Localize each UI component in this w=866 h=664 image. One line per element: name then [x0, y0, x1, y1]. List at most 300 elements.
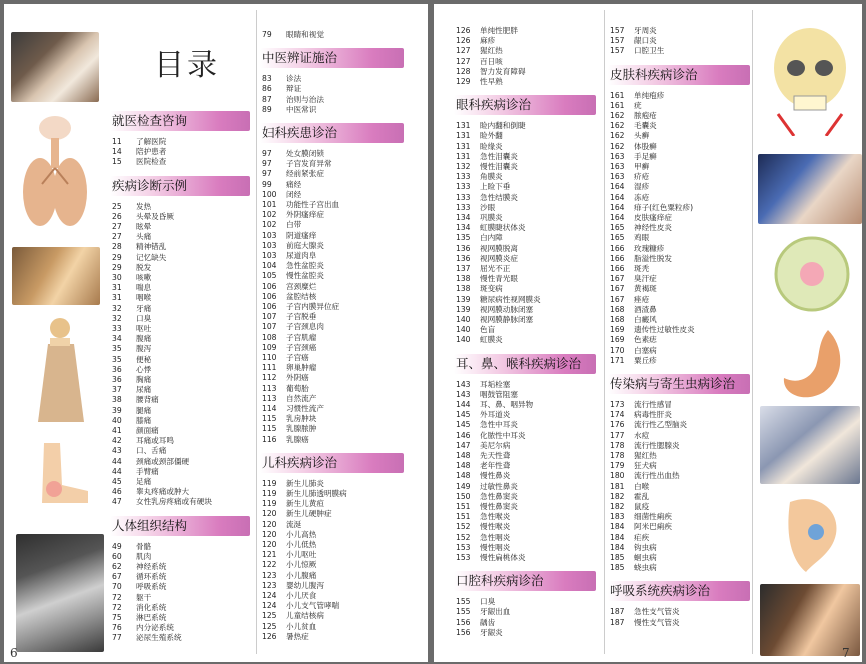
illustration-skull	[764, 24, 856, 136]
toc-page-number: 183	[610, 512, 625, 522]
toc-entry[interactable]	[610, 213, 672, 223]
toc-entry-title: 小儿腹痛	[286, 570, 317, 580]
toc-entry[interactable]	[610, 431, 649, 441]
toc-entry[interactable]	[456, 264, 510, 274]
toc-entry[interactable]	[610, 400, 672, 410]
toc-entry[interactable]	[610, 244, 664, 254]
toc-entry-title: 遗传性过敏性皮炎	[634, 325, 695, 335]
toc-entry[interactable]	[112, 324, 151, 334]
toc-entry[interactable]	[610, 121, 657, 131]
toc-entry[interactable]	[112, 137, 166, 147]
toc-entry-title: 子宫脱垂	[286, 312, 317, 322]
toc-entry[interactable]	[112, 212, 174, 222]
toc-entry[interactable]	[610, 305, 657, 315]
toc-entry[interactable]	[112, 467, 159, 477]
toc-entry[interactable]	[112, 232, 151, 242]
toc-entry[interactable]	[456, 390, 518, 400]
toc-page-number: 44	[112, 466, 122, 476]
toc-entry[interactable]	[262, 220, 301, 230]
toc-page-number: 77	[112, 633, 122, 643]
toc-entry-title: 骨骼	[136, 541, 152, 551]
toc-entry[interactable]	[262, 241, 324, 251]
toc-entry[interactable]	[262, 404, 324, 414]
toc-page-number: 134	[456, 223, 471, 233]
toc-entry[interactable]	[610, 461, 657, 471]
toc-entry[interactable]	[262, 550, 316, 560]
toc-entry[interactable]	[262, 312, 316, 322]
toc-entry[interactable]	[456, 46, 503, 56]
toc-entry-title: 功能性子宫出血	[286, 200, 340, 209]
toc-page-number: 151	[456, 502, 471, 511]
toc-page-number: 180	[610, 471, 625, 481]
toc-page-number: 173	[610, 400, 625, 409]
toc-entry[interactable]	[262, 384, 309, 394]
toc-entry-title: 脓疱疮	[634, 111, 657, 120]
toc-entry-title: 白带	[286, 220, 302, 230]
toc-entry[interactable]	[456, 131, 503, 141]
toc-entry-title: 病毒性肝炎	[634, 410, 672, 420]
toc-entry-title: 猩红热	[634, 451, 657, 460]
toc-entry[interactable]	[456, 142, 503, 152]
toc-entry-title: 白喉	[634, 481, 650, 491]
toc-entry[interactable]	[456, 26, 518, 36]
toc-entry[interactable]	[456, 325, 495, 335]
toc-entry[interactable]	[610, 142, 657, 152]
toc-entry[interactable]	[262, 353, 309, 363]
toc-entry[interactable]	[112, 222, 151, 232]
toc-entry[interactable]	[610, 152, 657, 162]
toc-page-number: 166	[610, 264, 625, 273]
toc-entry[interactable]	[610, 162, 649, 172]
toc-entry[interactable]	[456, 597, 495, 607]
toc-entry[interactable]	[456, 492, 518, 502]
toc-entry[interactable]	[610, 502, 649, 512]
toc-entry[interactable]	[456, 203, 495, 213]
toc-entry[interactable]	[610, 512, 672, 522]
toc-page-number: 134	[456, 213, 471, 222]
toc-entry[interactable]	[610, 441, 680, 451]
section-heading: 就医检查咨询	[110, 111, 250, 131]
toc-entry[interactable]	[456, 67, 526, 77]
toc-entry[interactable]	[610, 618, 680, 628]
toc-page-number: 126	[456, 36, 471, 46]
toc-entry[interactable]	[456, 223, 526, 233]
toc-entry-title: 足痛	[136, 477, 152, 486]
toc-entry[interactable]	[610, 482, 649, 492]
toc-entry[interactable]	[262, 560, 316, 570]
toc-entry[interactable]	[112, 406, 151, 416]
toc-entry[interactable]	[112, 603, 166, 613]
toc-entry[interactable]	[456, 57, 503, 67]
toc-entry[interactable]	[610, 563, 657, 573]
toc-entry[interactable]	[262, 30, 324, 40]
toc-entry[interactable]	[456, 461, 510, 471]
toc-entry[interactable]	[456, 305, 533, 315]
toc-entry[interactable]	[456, 451, 510, 461]
toc-entry[interactable]	[456, 441, 510, 451]
toc-entry[interactable]	[610, 295, 649, 305]
toc-entry[interactable]	[262, 190, 301, 200]
toc-entry[interactable]	[610, 543, 657, 553]
illustration-ear	[770, 492, 854, 578]
toc-entry[interactable]	[112, 542, 151, 552]
toc-entry[interactable]	[456, 284, 503, 294]
toc-page-number: 112	[262, 373, 277, 383]
toc-entry[interactable]	[262, 394, 316, 404]
toc-entry[interactable]	[262, 611, 324, 621]
toc-entry[interactable]	[262, 282, 316, 292]
toc-entry[interactable]	[112, 582, 166, 592]
toc-page-number: 72	[112, 602, 122, 612]
toc-entry[interactable]	[262, 231, 316, 241]
toc-entry[interactable]	[610, 101, 642, 111]
toc-entry[interactable]	[112, 314, 151, 324]
toc-entry[interactable]	[112, 552, 151, 562]
toc-entry[interactable]	[262, 333, 316, 343]
toc-page-number: 152	[456, 522, 471, 532]
toc-entry[interactable]	[112, 395, 159, 405]
toc-entry[interactable]	[456, 618, 495, 628]
toc-entry[interactable]	[610, 172, 649, 182]
toc-entry-title: 眼睛和视觉	[286, 30, 324, 39]
toc-entry-title: 子宫肌瘤	[286, 332, 317, 342]
toc-entry[interactable]	[456, 482, 518, 492]
toc-entry[interactable]	[262, 414, 316, 424]
toc-entry[interactable]	[610, 356, 657, 366]
toc-entry[interactable]	[262, 261, 324, 271]
toc-entry[interactable]	[456, 193, 518, 203]
toc-entry-title: 急性结膜炎	[480, 192, 518, 202]
illustration-respiratory-system	[18, 114, 92, 234]
toc-entry[interactable]	[262, 105, 316, 115]
toc-entry[interactable]	[456, 512, 510, 522]
toc-entry[interactable]	[610, 471, 680, 481]
toc-page-number: 168	[610, 304, 625, 314]
toc-entry-title: 淋巴系统	[136, 613, 167, 622]
toc-page-number: 132	[456, 162, 471, 171]
toc-entry-title: 发热	[136, 201, 152, 211]
toc-entry[interactable]	[610, 553, 657, 563]
toc-page-number: 148	[456, 461, 471, 471]
page-number: 6	[10, 646, 18, 660]
toc-entry[interactable]	[112, 416, 151, 426]
toc-entry[interactable]	[262, 159, 332, 169]
toc-entry[interactable]	[456, 315, 533, 325]
toc-entry[interactable]	[262, 95, 324, 105]
toc-entry-title: 治则与治法	[286, 94, 324, 104]
toc-entry[interactable]	[262, 581, 324, 591]
toc-entry[interactable]	[610, 346, 657, 356]
toc-page-number: 101	[262, 200, 277, 209]
toc-entry[interactable]	[262, 479, 324, 489]
toc-page-number: 106	[262, 302, 277, 311]
toc-entry[interactable]	[262, 571, 316, 581]
toc-entry[interactable]	[112, 446, 166, 456]
toc-entry-title: 经前紧张症	[286, 169, 324, 179]
toc-entry-title: 糖尿病性视网膜炎	[480, 294, 541, 304]
toc-page-number: 67	[112, 572, 122, 582]
toc-page-number: 110	[262, 353, 277, 362]
toc-page-number: 133	[456, 192, 471, 202]
toc-entry[interactable]	[262, 271, 324, 281]
toc-entry[interactable]	[610, 264, 649, 274]
toc-entry[interactable]	[610, 451, 657, 461]
toc-entry-title: 咽鼓管阻塞	[480, 389, 518, 399]
toc-entry[interactable]	[456, 420, 518, 430]
toc-entry[interactable]	[262, 489, 347, 499]
toc-entry[interactable]	[112, 344, 151, 354]
toc-entry[interactable]	[456, 182, 510, 192]
toc-page-number: 106	[262, 291, 277, 301]
toc-entry[interactable]	[456, 502, 518, 512]
toc-page-number: 157	[610, 46, 625, 56]
toc-entry-title: 先天性聋	[480, 451, 511, 460]
toc-page-number: 116	[262, 434, 277, 444]
toc-entry[interactable]	[262, 520, 301, 530]
toc-entry[interactable]	[112, 304, 151, 314]
toc-entry-title: 过敏性鼻炎	[480, 481, 518, 491]
toc-entry[interactable]	[610, 233, 649, 243]
toc-entry[interactable]	[456, 400, 533, 410]
toc-entry[interactable]	[610, 522, 672, 532]
toc-entry[interactable]	[112, 253, 166, 263]
toc-entry-title: 急性支气管炎	[634, 607, 680, 617]
toc-entry[interactable]	[456, 533, 510, 543]
toc-entry[interactable]	[262, 363, 316, 373]
toc-entry[interactable]	[456, 254, 518, 264]
toc-entry[interactable]	[610, 193, 649, 203]
toc-entry[interactable]	[112, 147, 166, 157]
toc-entry-title: 外阴癌	[286, 373, 309, 383]
toc-entry[interactable]	[610, 131, 649, 141]
toc-page-number: 29	[112, 262, 122, 272]
toc-page-number: 171	[610, 355, 625, 365]
toc-entry[interactable]	[112, 477, 151, 487]
toc-entry[interactable]	[262, 373, 309, 383]
toc-entry[interactable]	[456, 162, 518, 172]
toc-entry[interactable]	[262, 632, 309, 642]
toc-entry[interactable]	[112, 426, 159, 436]
toc-entry[interactable]	[456, 410, 510, 420]
toc-entry[interactable]	[262, 200, 339, 210]
toc-entry[interactable]	[610, 325, 695, 335]
toc-page-number: 164	[610, 192, 625, 202]
toc-entry[interactable]	[262, 210, 324, 220]
toc-entry[interactable]	[610, 492, 649, 502]
toc-page-number: 26	[112, 211, 122, 221]
toc-entry-title: 脱发	[136, 262, 152, 272]
toc-entry[interactable]	[112, 436, 174, 446]
toc-entry-title: 呼吸系统	[136, 582, 167, 592]
toc-entry[interactable]	[610, 335, 657, 345]
toc-entry[interactable]	[262, 84, 301, 94]
toc-entry[interactable]	[262, 540, 316, 550]
toc-entry[interactable]	[456, 628, 503, 638]
toc-entry[interactable]	[610, 420, 687, 430]
toc-page-number: 29	[112, 252, 122, 262]
toc-entry[interactable]	[112, 355, 151, 365]
toc-entry-title: 闭经	[286, 189, 302, 199]
toc-entry[interactable]	[610, 284, 657, 294]
toc-entry[interactable]	[262, 435, 309, 445]
toc-entry[interactable]	[456, 543, 510, 553]
right-page	[434, 4, 862, 662]
toc-entry[interactable]	[112, 334, 151, 344]
toc-entry[interactable]	[610, 410, 672, 420]
toc-entry-title: 斑秃	[634, 264, 650, 273]
toc-entry[interactable]	[262, 302, 339, 312]
toc-entry[interactable]	[112, 283, 151, 293]
toc-entry[interactable]	[456, 152, 518, 162]
toc-entry[interactable]	[610, 26, 657, 36]
toc-entry[interactable]	[262, 622, 316, 632]
toc-page-number: 42	[112, 436, 122, 446]
toc-entry-title: 耳、鼻、咽异物	[480, 400, 534, 409]
toc-entry-title: 咳嗽	[136, 273, 152, 282]
toc-entry[interactable]	[456, 335, 503, 345]
toc-page-number: 124	[262, 601, 277, 611]
toc-entry[interactable]	[112, 365, 151, 375]
toc-entry-title: 头痛	[136, 232, 152, 242]
toc-entry[interactable]	[610, 533, 649, 543]
toc-entry[interactable]	[112, 562, 166, 572]
toc-entry[interactable]	[262, 343, 316, 353]
toc-page-number: 105	[262, 271, 277, 281]
toc-entry-title: 新生儿黄疸	[286, 499, 324, 509]
toc-entry[interactable]	[112, 487, 189, 497]
toc-entry[interactable]	[112, 497, 212, 507]
toc-entry[interactable]	[262, 169, 324, 179]
toc-entry-title: 毛囊炎	[634, 121, 657, 131]
toc-entry-title: 色素痣	[634, 335, 657, 345]
photo-patient-exam	[12, 247, 100, 305]
toc-page-number: 108	[262, 332, 277, 342]
section-heading: 儿科疾病诊治	[260, 453, 404, 473]
toc-entry[interactable]	[112, 375, 151, 385]
toc-entry[interactable]	[112, 572, 166, 582]
toc-entry[interactable]	[610, 607, 680, 617]
toc-entry[interactable]	[456, 471, 510, 481]
toc-entry[interactable]	[610, 315, 657, 325]
toc-entry[interactable]	[456, 295, 541, 305]
toc-entry[interactable]	[112, 457, 189, 467]
toc-entry-title: 膝痛	[136, 415, 152, 425]
illustration-stomach	[774, 326, 852, 402]
toc-entry-title: 急性盆腔炎	[286, 261, 324, 271]
toc-entry-title: 口臭	[136, 313, 152, 323]
toc-entry[interactable]	[610, 274, 657, 284]
toc-entry[interactable]	[456, 172, 503, 182]
toc-entry[interactable]	[610, 182, 649, 192]
toc-entry[interactable]	[456, 274, 518, 284]
toc-entry[interactable]	[262, 499, 324, 509]
toc-entry[interactable]	[262, 530, 316, 540]
toc-entry-title: 腿痛	[136, 405, 152, 415]
toc-entry[interactable]	[610, 36, 657, 46]
toc-page-number: 115	[262, 424, 277, 434]
toc-entry-title: 巩膜炎	[480, 213, 503, 222]
toc-entry[interactable]	[112, 273, 151, 283]
toc-entry[interactable]	[456, 36, 495, 46]
toc-entry[interactable]	[610, 111, 657, 121]
toc-entry[interactable]	[456, 553, 526, 563]
photo-woman-standing	[30, 314, 94, 424]
toc-entry-title: 小儿低热	[286, 540, 317, 549]
toc-page-number: 146	[456, 430, 471, 440]
toc-entry[interactable]	[112, 263, 151, 273]
toc-entry[interactable]	[262, 601, 339, 611]
toc-entry-title: 牙周炎	[634, 26, 657, 35]
toc-entry[interactable]	[262, 292, 316, 302]
toc-page-number: 40	[112, 415, 122, 425]
toc-entry[interactable]	[456, 77, 503, 87]
toc-entry[interactable]	[610, 223, 672, 233]
toc-entry[interactable]	[456, 213, 503, 223]
toc-entry[interactable]	[262, 74, 301, 84]
toc-entry[interactable]	[456, 380, 510, 390]
toc-page-number: 120	[262, 509, 277, 519]
toc-entry-title: 医院检查	[136, 157, 167, 167]
toc-entry[interactable]	[262, 424, 316, 434]
toc-entry-title: 麻疹	[480, 36, 496, 46]
toc-entry[interactable]	[456, 522, 510, 532]
toc-entry-title: 急性咽炎	[480, 532, 511, 542]
toc-entry[interactable]	[262, 322, 324, 332]
toc-entry[interactable]	[112, 157, 166, 167]
toc-entry-title: 流行性感冒	[634, 400, 672, 409]
toc-entry[interactable]	[112, 385, 151, 395]
toc-entry[interactable]	[456, 244, 518, 254]
toc-entry-title: 性早熟	[480, 77, 503, 86]
toc-entry-title: 尿痛	[136, 385, 152, 395]
toc-entry[interactable]	[456, 431, 526, 441]
toc-entry[interactable]	[262, 180, 301, 190]
toc-entry-title: 子宫内膜异位症	[286, 302, 340, 311]
toc-entry[interactable]	[112, 202, 151, 212]
toc-entry-title: 咽喉	[136, 293, 152, 303]
toc-entry[interactable]	[262, 509, 332, 519]
toc-entry[interactable]	[112, 242, 166, 252]
toc-entry[interactable]	[456, 233, 503, 243]
toc-entry-title: 智力发育障碍	[480, 66, 526, 76]
toc-entry[interactable]	[610, 203, 693, 213]
toc-entry[interactable]	[112, 293, 151, 303]
toc-entry[interactable]	[262, 149, 324, 159]
toc-entry[interactable]	[610, 91, 664, 101]
toc-entry[interactable]	[610, 254, 672, 264]
toc-entry[interactable]	[112, 613, 166, 623]
toc-entry[interactable]	[262, 591, 316, 601]
toc-entry[interactable]	[456, 121, 526, 131]
toc-entry[interactable]	[456, 607, 510, 617]
toc-entry[interactable]	[610, 46, 664, 56]
toc-entry[interactable]	[262, 251, 316, 261]
toc-page-number: 145	[456, 410, 471, 420]
toc-page-number: 119	[262, 478, 277, 488]
toc-page-number: 168	[610, 315, 625, 324]
toc-entry-title: 睑缘炎	[480, 141, 503, 151]
toc-entry-title: 口、舌痛	[136, 446, 167, 456]
column-divider	[256, 10, 257, 654]
toc-entry[interactable]	[112, 593, 151, 603]
toc-entry-title: 虹膜炎	[480, 335, 503, 345]
toc-page-number: 163	[610, 151, 625, 161]
toc-entry[interactable]	[112, 623, 174, 633]
toc-entry-title: 耳垢栓塞	[480, 379, 511, 389]
toc-page-number: 120	[262, 519, 277, 529]
toc-entry[interactable]	[112, 633, 182, 643]
toc-page-number: 120	[262, 529, 277, 539]
